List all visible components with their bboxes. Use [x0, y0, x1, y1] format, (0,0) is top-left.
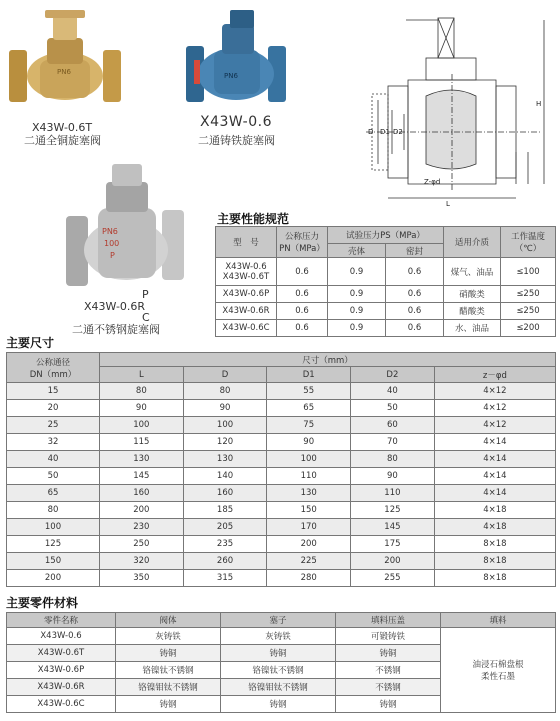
- dims-D2: 70: [351, 434, 435, 451]
- dims-D1: 130: [267, 485, 351, 502]
- dims-dn: 100: [7, 519, 100, 536]
- dims-D2: 90: [351, 468, 435, 485]
- dims-D: 205: [183, 519, 267, 536]
- table-row: [216, 320, 556, 337]
- dims-L: 250: [100, 536, 184, 553]
- dims-dn: 125: [7, 536, 100, 553]
- parts-header-name: 零件名称: [7, 613, 116, 628]
- parts-plug: 铬镍钼钛不锈钢: [221, 679, 336, 696]
- dims-D1: 150: [267, 502, 351, 519]
- perf-header-test: 试验压力PS（MPa）: [328, 227, 444, 244]
- dims-D1: 55: [267, 383, 351, 400]
- dims-D1: 65: [267, 400, 351, 417]
- stainless-model: X43W-0.6R: [84, 300, 146, 313]
- stainless-casting-dn: 100: [104, 239, 120, 248]
- perf-seal: 0.6: [386, 303, 444, 320]
- dims-L: 145: [100, 468, 184, 485]
- stainless-casting-p: P: [110, 251, 115, 260]
- dims-z: 8×18: [434, 536, 555, 553]
- dims-z: 4×12: [434, 417, 555, 434]
- perf-header-media: 适用介质: [444, 227, 501, 258]
- dims-L: 160: [100, 485, 184, 502]
- perf-seal: 0.6: [386, 258, 444, 286]
- parts-header-packing: 填料: [441, 613, 556, 628]
- dims-D: 235: [183, 536, 267, 553]
- perf-pn: 0.6: [277, 286, 328, 303]
- dims-D1: 110: [267, 468, 351, 485]
- dims-dn: 25: [7, 417, 100, 434]
- drawing-label-D: D: [368, 128, 374, 136]
- table-row: [7, 628, 556, 645]
- table-row: [7, 468, 556, 485]
- table-row: [216, 286, 556, 303]
- brass-valve-name: 二通全铜旋塞阀: [24, 134, 101, 147]
- dims-header-D1: D1: [267, 367, 351, 383]
- table-row: [216, 303, 556, 320]
- table-row: [7, 536, 556, 553]
- stainless-valve-image: [62, 160, 192, 300]
- dims-L: 100: [100, 417, 184, 434]
- dims-D: 90: [183, 400, 267, 417]
- dims-z: 8×18: [434, 570, 555, 587]
- stainless-model-c: C: [142, 311, 150, 324]
- dims-D1: 200: [267, 536, 351, 553]
- dims-D1: 225: [267, 553, 351, 570]
- perf-shell: 0.9: [328, 303, 386, 320]
- perf-media: 煤气、油品: [444, 258, 501, 286]
- parts-body: 铸钢: [116, 696, 221, 713]
- perf-model: X43W-0.6 X43W-0.6T: [216, 258, 277, 286]
- dims-header-z: z－φd: [434, 367, 555, 383]
- table-row: [7, 553, 556, 570]
- perf-header-seal: 密封: [386, 244, 444, 258]
- parts-model: X43W-0.6C: [7, 696, 116, 713]
- dims-z: 4×14: [434, 434, 555, 451]
- perf-shell: 0.9: [328, 320, 386, 337]
- dims-D: 185: [183, 502, 267, 519]
- dims-L: 90: [100, 400, 184, 417]
- dims-D2: 60: [351, 417, 435, 434]
- parts-plug: 铸铜: [221, 645, 336, 662]
- dims-L: 115: [100, 434, 184, 451]
- perf-model: X43W-0.6P: [216, 286, 277, 303]
- parts-body: 铬镍钛不锈钢: [116, 662, 221, 679]
- dims-dn: 50: [7, 468, 100, 485]
- perf-header-shell: 壳体: [328, 244, 386, 258]
- dims-D2: 145: [351, 519, 435, 536]
- table-row: [7, 434, 556, 451]
- dims-D1: 100: [267, 451, 351, 468]
- dims-D: 140: [183, 468, 267, 485]
- drawing-label-D2: D2: [393, 128, 403, 136]
- dims-D2: 200: [351, 553, 435, 570]
- dims-dn: 32: [7, 434, 100, 451]
- perf-header-temp: 工作温度 （℃）: [501, 227, 556, 258]
- performance-title: 主要性能规范: [217, 212, 290, 226]
- table-row: [7, 519, 556, 536]
- dims-dn: 150: [7, 553, 100, 570]
- parts-gland: 铸铜: [336, 645, 441, 662]
- drawing-label-H: H: [536, 100, 542, 108]
- perf-seal: 0.6: [386, 286, 444, 303]
- perf-media: 醋酸类: [444, 303, 501, 320]
- perf-model: X43W-0.6R: [216, 303, 277, 320]
- table-row: [7, 570, 556, 587]
- dims-D: 80: [183, 383, 267, 400]
- dims-L: 130: [100, 451, 184, 468]
- parts-plug: 铸钢: [221, 696, 336, 713]
- dims-D: 100: [183, 417, 267, 434]
- performance-table: [215, 226, 556, 337]
- perf-media: 水、油品: [444, 320, 501, 337]
- drawing-label-D1: D1: [380, 128, 390, 136]
- table-row: [7, 451, 556, 468]
- perf-media: 硝酸类: [444, 286, 501, 303]
- dims-dn: 200: [7, 570, 100, 587]
- dims-D1: 170: [267, 519, 351, 536]
- perf-pn: 0.6: [277, 303, 328, 320]
- parts-table: [6, 612, 556, 713]
- dims-D2: 40: [351, 383, 435, 400]
- dims-L: 230: [100, 519, 184, 536]
- dims-L: 320: [100, 553, 184, 570]
- table-row: [216, 258, 556, 286]
- table-row: [7, 485, 556, 502]
- table-row: [7, 502, 556, 519]
- dims-L: 200: [100, 502, 184, 519]
- dims-D1: 90: [267, 434, 351, 451]
- parts-gland: 可锻铸铁: [336, 628, 441, 645]
- dims-D2: 125: [351, 502, 435, 519]
- dims-D: 260: [183, 553, 267, 570]
- table-row: [7, 383, 556, 400]
- drawing-label-Z: Z-φd: [424, 178, 441, 186]
- parts-body: 灰铸铁: [116, 628, 221, 645]
- dimensions-title: 主要尺寸: [6, 336, 55, 350]
- parts-model: X43W-0.6: [7, 628, 116, 645]
- dims-L: 350: [100, 570, 184, 587]
- dims-z: 4×12: [434, 400, 555, 417]
- parts-plug: 铬镍钛不锈钢: [221, 662, 336, 679]
- dims-dn: 40: [7, 451, 100, 468]
- brass-valve-casting: PN6: [57, 68, 71, 76]
- cast-iron-valve-name: 二通铸铁旋塞阀: [198, 134, 275, 147]
- dims-header-dn: 公称通径 DN（mm）: [7, 353, 100, 383]
- dims-z: 4×14: [434, 485, 555, 502]
- cast-iron-valve-casting: PN6: [224, 72, 238, 80]
- dims-D: 315: [183, 570, 267, 587]
- dims-D2: 50: [351, 400, 435, 417]
- parts-header-plug: 塞子: [221, 613, 336, 628]
- dims-z: 4×12: [434, 383, 555, 400]
- dims-dn: 15: [7, 383, 100, 400]
- dims-D: 130: [183, 451, 267, 468]
- dims-dn: 65: [7, 485, 100, 502]
- perf-temp: ≤100: [501, 258, 556, 286]
- perf-seal: 0.6: [386, 320, 444, 337]
- dims-L: 80: [100, 383, 184, 400]
- cast-iron-valve-model: X43W-0.6: [200, 114, 272, 130]
- dims-D2: 175: [351, 536, 435, 553]
- parts-packing: 油浸石棉盘根 柔性石墨: [441, 628, 556, 713]
- table-row: [7, 417, 556, 434]
- dims-z: 4×18: [434, 502, 555, 519]
- drawing-label-L: L: [446, 200, 450, 208]
- perf-shell: 0.9: [328, 286, 386, 303]
- parts-header-gland: 填料压盖: [336, 613, 441, 628]
- dims-header-D2: D2: [351, 367, 435, 383]
- dims-D: 160: [183, 485, 267, 502]
- dims-header-L: L: [100, 367, 184, 383]
- dims-D2: 110: [351, 485, 435, 502]
- perf-model: X43W-0.6C: [216, 320, 277, 337]
- parts-body: 铬镍钼钛不锈钢: [116, 679, 221, 696]
- stainless-valve-name: 二通不锈钢旋塞阀: [72, 323, 160, 336]
- stainless-model-p: P: [142, 288, 149, 301]
- parts-gland: 不锈钢: [336, 662, 441, 679]
- perf-temp: ≤200: [501, 320, 556, 337]
- cast-iron-valve-image: [178, 6, 293, 116]
- parts-gland: 铸钢: [336, 696, 441, 713]
- dims-D2: 255: [351, 570, 435, 587]
- perf-header-model: 型 号: [216, 227, 277, 258]
- dims-header-size: 尺寸（mm）: [100, 353, 556, 367]
- brass-valve-image: [5, 8, 125, 118]
- dims-dn: 80: [7, 502, 100, 519]
- dims-D1: 75: [267, 417, 351, 434]
- parts-plug: 灰铸铁: [221, 628, 336, 645]
- dims-dn: 20: [7, 400, 100, 417]
- parts-gland: 不锈钢: [336, 679, 441, 696]
- brass-valve-model: X43W-0.6T: [32, 121, 93, 134]
- dims-D1: 280: [267, 570, 351, 587]
- dims-z: 4×14: [434, 451, 555, 468]
- perf-temp: ≤250: [501, 286, 556, 303]
- dims-z: 8×18: [434, 553, 555, 570]
- dims-header-D: D: [183, 367, 267, 383]
- parts-title: 主要零件材料: [6, 596, 79, 610]
- dims-D: 120: [183, 434, 267, 451]
- table-row: [7, 400, 556, 417]
- dims-z: 4×14: [434, 468, 555, 485]
- section-drawing: [366, 14, 552, 214]
- parts-model: X43W-0.6P: [7, 662, 116, 679]
- parts-header-body: 阀体: [116, 613, 221, 628]
- parts-model: X43W-0.6R: [7, 679, 116, 696]
- stainless-casting-pn: PN6: [102, 227, 118, 236]
- perf-pn: 0.6: [277, 320, 328, 337]
- parts-body: 铸铜: [116, 645, 221, 662]
- parts-model: X43W-0.6T: [7, 645, 116, 662]
- dimensions-table: [6, 352, 556, 587]
- perf-shell: 0.9: [328, 258, 386, 286]
- perf-header-pn: 公称压力 PN（MPa）: [277, 227, 328, 258]
- dims-D2: 80: [351, 451, 435, 468]
- perf-pn: 0.6: [277, 258, 328, 286]
- dims-z: 4×18: [434, 519, 555, 536]
- perf-temp: ≤250: [501, 303, 556, 320]
